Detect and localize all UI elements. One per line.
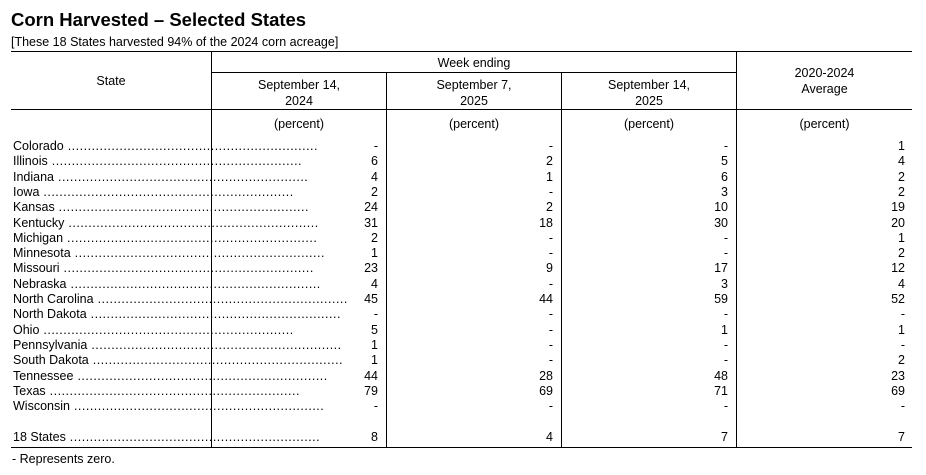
cell-value: 45 [364,292,378,306]
state-name: Pennsylvania ............................................................... [13,337,342,352]
cell-value: 3 [721,276,728,291]
unit-label: (percent) [273,117,325,131]
cell-value: - [548,276,553,291]
cell-value: 2 [898,353,905,368]
page-subtitle: [These 18 States harvested 94% of the 2024 corn acreage] [11,35,339,49]
cell-value: 23 [891,368,905,383]
table-row [0,185,926,200]
cell-value: 1 [721,322,728,337]
cell-value: 1 [898,230,905,245]
cell-value: - [900,399,905,414]
cell-value: 30 [714,215,728,230]
header-bottom-rule [11,109,912,110]
table-row [0,170,926,185]
cell-value: - [723,230,728,245]
cell-value: 79 [364,383,378,398]
cell-value: 5 [721,154,728,169]
table-row [0,369,926,384]
state-name: North Dakota ............................................................... [13,307,341,322]
cell-value: 1 [546,169,553,184]
cell-value: 59 [714,292,728,306]
state-name: Kansas ............................................................... [13,200,309,215]
table-row [0,292,926,307]
cell-value: 4 [371,276,378,291]
cell-value: 9 [546,261,553,276]
week-ending-rule [212,72,737,73]
cell-value: - [548,322,553,337]
table-row [0,231,926,246]
cell-value: - [548,230,553,245]
table-row [0,277,926,292]
cell-value: - [723,353,728,368]
cell-value: - [723,399,728,414]
cell-value: 5 [371,322,378,337]
cell-value: 31 [364,215,378,230]
cell-value: 2 [898,169,905,184]
table-row [0,384,926,399]
cell-value: - [900,307,905,322]
table-row [0,323,926,338]
cell-value: 8 [371,430,378,444]
state-name: South Dakota ............................................................... [13,353,344,368]
header-col-sep14-2025: September 14, 2025 [608,78,690,108]
cell-value: - [723,337,728,352]
cell-value: 10 [714,200,728,215]
state-name: Indiana ............................................................... [13,169,309,184]
cell-value: 2 [546,154,553,169]
cell-value: 17 [714,261,728,276]
cell-value: - [373,399,378,414]
table-row [0,200,926,215]
cell-value: 1 [371,337,378,352]
state-name: Texas ............................................................... [13,383,300,398]
unit-label: (percent) [799,117,850,131]
cell-value: 2 [898,184,905,199]
state-name: Minnesota ............................................................... [13,246,325,261]
header-col-average: 2020-2024 Average [794,66,855,96]
table-row [0,246,926,261]
cell-value: 69 [539,383,553,398]
cell-value: 69 [891,383,905,398]
header-col-sep7-2025: September 7, 2025 [436,78,512,108]
cell-value: 6 [721,169,728,184]
cell-value: 12 [891,261,905,276]
cell-value: - [373,139,378,153]
state-name: Wisconsin ............................................................... [13,399,325,414]
cell-value: 1 [371,246,378,261]
header-state: State [96,74,126,88]
cell-value: - [723,246,728,261]
cell-value: 6 [371,154,378,169]
unit-label: (percent) [448,117,500,131]
total-row [0,430,926,445]
cell-value: 7 [898,430,905,444]
cell-value: 4 [371,169,378,184]
state-name: Michigan ............................................................... [13,230,318,245]
cell-value: 24 [364,200,378,215]
header-col-sep14-2024: September 14, 2024 [258,78,340,108]
table-row [0,216,926,231]
cell-value: - [373,307,378,322]
state-name: North Carolina ............................................................... [13,292,348,306]
state-name: Nebraska ............................................................... [13,276,321,291]
cell-value: - [548,353,553,368]
cell-value: 48 [714,368,728,383]
state-name: 18 States ............................................................... [13,430,321,444]
table-row [0,399,926,414]
cell-value: 1 [898,322,905,337]
cell-value: 44 [539,292,553,306]
state-name: Kentucky ............................................................... [13,215,319,230]
table-row [0,307,926,322]
footnote: - Represents zero. [12,452,115,466]
cell-value: 4 [898,154,905,169]
cell-value: 28 [539,368,553,383]
state-name: Missouri ............................................................... [13,261,314,276]
unit-label: (percent) [623,117,675,131]
cell-value: 3 [721,184,728,199]
state-name: Tennessee ............................................................... [13,368,328,383]
state-name: Ohio ............................................................... [13,322,294,337]
table-row [0,353,926,368]
cell-value: - [548,246,553,261]
cell-value: 71 [714,383,728,398]
cell-value: 4 [898,276,905,291]
cell-value: 44 [364,368,378,383]
cell-value: - [548,184,553,199]
cell-value: 23 [364,261,378,276]
state-name: Iowa ............................................................... [13,184,294,199]
table-row [0,154,926,169]
cell-value: 20 [891,215,905,230]
cell-value: - [548,399,553,414]
cell-value: - [548,307,553,322]
cell-value: - [548,139,553,153]
cell-value: 1 [371,353,378,368]
table-row [0,139,926,154]
table-row [0,261,926,276]
table-row [0,338,926,353]
cell-value: - [723,139,728,153]
cell-value: 52 [891,292,905,306]
cell-value: 2 [371,230,378,245]
cell-value: 18 [539,215,553,230]
cell-value: 7 [721,430,728,444]
cell-value: 19 [891,200,905,215]
cell-value: - [900,337,905,352]
cell-value: 2 [371,184,378,199]
cell-value: 2 [898,246,905,261]
cell-value: - [548,337,553,352]
state-name: Colorado ............................................................... [13,139,318,153]
cell-value: 2 [546,200,553,215]
table-top-rule [11,51,912,52]
table-bottom-rule [11,447,912,448]
page-title: Corn Harvested – Selected States [11,9,307,30]
state-name: Illinois ............................................................... [13,154,303,169]
header-week-ending: Week ending [437,56,511,70]
cell-value: - [723,307,728,322]
cell-value: 1 [898,139,905,153]
cell-value: 4 [546,430,553,444]
